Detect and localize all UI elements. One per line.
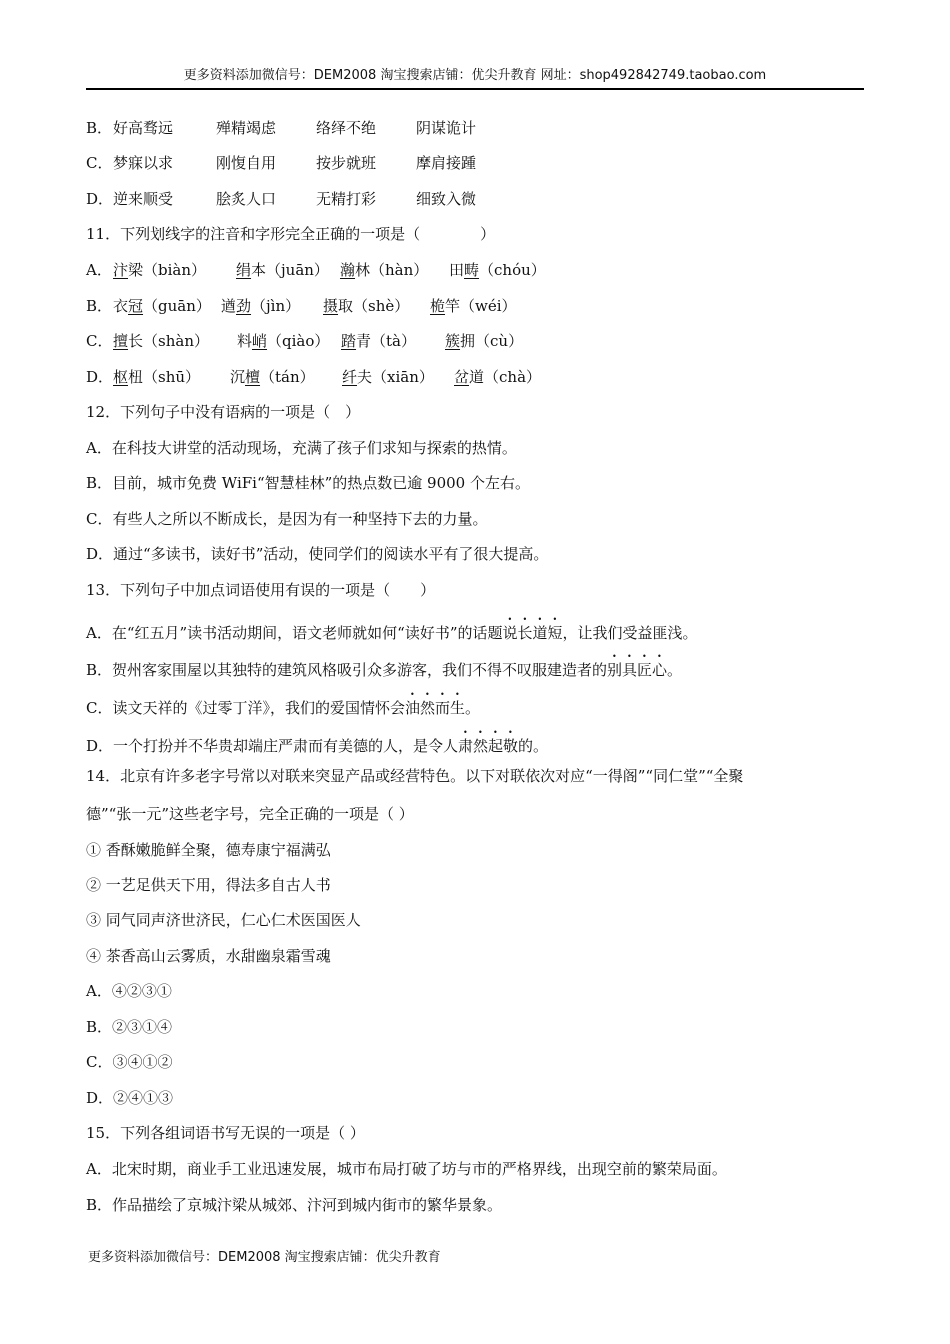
- word: 殚精竭虑: [216, 119, 277, 137]
- word: 络绎不绝: [316, 119, 377, 137]
- option-label: A．: [86, 261, 112, 279]
- option-label: C．: [86, 154, 113, 172]
- word: 无精打彩: [316, 190, 377, 208]
- option-label: B．: [86, 119, 113, 137]
- pinyin-item: 桅竿（wéi）: [430, 297, 517, 315]
- q14-couplet-1: ① 香酥嫩脆鲜全聚，德寿康宁福满弘: [86, 841, 331, 859]
- option-label: D．: [86, 190, 114, 208]
- pinyin-item: 摄取（shè）: [323, 297, 410, 315]
- underlined-char: 摄: [323, 297, 339, 315]
- underlined-char: 簇: [445, 332, 461, 350]
- pinyin-item: 汴梁（biàn）: [113, 261, 207, 279]
- word: 梦寐以求: [113, 154, 174, 172]
- pinyin-item: 纤夫（xiān）: [342, 368, 434, 386]
- word: 脍炙人口: [216, 190, 277, 208]
- q12-option-d: D．通过“多读书，读好书”活动，使同学们的阅读水平有了很大提高。: [86, 545, 549, 563]
- q13-option-c: C．读文天祥的《过零丁洋》，我们的爱国情怀会油然而生。: [86, 699, 481, 717]
- underlined-char: 纤: [342, 368, 358, 386]
- q13-option-a: A．在“红五月”读书活动期间，语文老师就如何“读好书”的话题说长道短，让我们受益匪浅。: [86, 624, 698, 642]
- pinyin-item: 衣冠（guān）: [113, 297, 211, 315]
- q15-option-a: A．北宋时期，商业手工业迅速发展，城市布局打破了坊与市的严格界线，出现空前的繁荣局面。: [86, 1160, 727, 1178]
- q14-option-d: D．②④①③: [86, 1089, 174, 1107]
- q12-option-a: A．在科技大讲堂的活动现场，充满了孩子们求知与探索的热情。: [86, 439, 517, 457]
- page-footer: 更多资料添加微信号：DEM2008 淘宝搜索店铺：优尖升教育: [88, 1250, 441, 1265]
- underlined-char: 擅: [113, 332, 129, 350]
- dotted-phrase: 说长道短: [502, 624, 563, 642]
- q13-option-b: B．贺州客家围屋以其独特的建筑风格吸引众多游客，我们不得不叹服建造者的别具匠心。: [86, 661, 683, 679]
- underlined-char: 峭: [252, 332, 268, 350]
- q11-option-d: [86, 366, 541, 388]
- underlined-char: 汴: [113, 261, 129, 279]
- q10-option-b: [86, 117, 476, 139]
- underlined-char: 桅: [430, 297, 446, 315]
- q14-option-b: B．②③①④: [86, 1018, 173, 1036]
- q15-stem: 15．下列各组词语书写无误的一项是（ ）: [86, 1124, 365, 1142]
- pinyin-item: 瀚林（hàn）: [340, 261, 429, 279]
- q12-stem: 12．下列句子中没有语病的一项是（ ）: [86, 403, 361, 421]
- dotted-phrase: 肃然起敬: [458, 737, 519, 755]
- word: 按步就班: [316, 154, 377, 172]
- underlined-char: 绢: [236, 261, 252, 279]
- underlined-char: 劲: [236, 297, 252, 315]
- q13-stem: 13．下列句子中加点词语使用有误的一项是（ ）: [86, 581, 436, 599]
- q14-stem-line-1: 14．北京有许多老字号常以对联来突显产品或经营特色。以下对联依次对应“一得阁”“同仁堂”“全聚: [86, 767, 744, 785]
- q12-option-b: B．目前，城市免费 WiFi“智慧桂林”的热点数已逾 9000 个左右。: [86, 474, 530, 492]
- dotted-phrase: 别具匠心: [607, 661, 668, 679]
- underlined-char: 畴: [464, 261, 480, 279]
- pinyin-item: 绢本（juān）: [236, 261, 329, 279]
- q10-option-c: [86, 152, 476, 174]
- pinyin-item: 田畴（chóu）: [449, 261, 546, 279]
- word: 好高骛远: [113, 119, 174, 137]
- pinyin-item: 沉檀（tán）: [230, 368, 315, 386]
- pinyin-item: 遒劲（jìn）: [221, 297, 301, 315]
- q13-option-d: D．一个打扮并不华贵却端庄严肃而有美德的人，是令人肃然起敬的。: [86, 737, 549, 755]
- q10-option-d: [86, 188, 476, 210]
- q14-couplet-3: ③ 同气同声济世济民，仁心仁术医国医人: [86, 911, 361, 929]
- q14-option-a: A．④②③①: [86, 982, 172, 1000]
- q14-couplet-2: ② 一艺足供天下用，得法多自古人书: [86, 876, 331, 894]
- pinyin-item: 岔道（chà）: [454, 368, 542, 386]
- word: 细致入微: [416, 190, 477, 208]
- underlined-char: 岔: [454, 368, 470, 386]
- word: 摩肩接踵: [416, 154, 477, 172]
- underlined-char: 瀚: [340, 261, 356, 279]
- q14-couplet-4: ④ 茶香高山云雾质，水甜幽泉霜雪魂: [86, 947, 331, 965]
- underlined-char: 檀: [245, 368, 261, 386]
- q11-option-b: [86, 295, 517, 317]
- q14-option-c: C．③④①②: [86, 1053, 173, 1071]
- word: 刚愎自用: [216, 154, 277, 172]
- word: 阴谋诡计: [416, 119, 477, 137]
- underlined-char: 踏: [341, 332, 357, 350]
- option-label: C．: [86, 332, 113, 350]
- underlined-char: 枢: [113, 368, 129, 386]
- q11-option-c: [86, 330, 523, 352]
- pinyin-item: 踏青（tà）: [341, 332, 416, 350]
- dotted-phrase: 油然而生: [404, 699, 465, 717]
- option-label: B．: [86, 297, 113, 315]
- page-header: 更多资料添加微信号：DEM2008 淘宝搜索店铺：优尖升教育 网址：shop492842749.taobao.com: [86, 66, 864, 90]
- pinyin-item: 擅长（shàn）: [113, 332, 209, 350]
- q11-stem: 11．下列划线字的注音和字形完全正确的一项是（ ）: [86, 225, 496, 243]
- pinyin-item: 料峭（qiào）: [237, 332, 330, 350]
- pinyin-item: 枢杻（shū）: [113, 368, 201, 386]
- pinyin-item: 簇拥（cù）: [445, 332, 524, 350]
- word: 逆来顺受: [113, 190, 174, 208]
- q15-option-b: B．作品描绘了京城汴梁从城郊、汴河到城内街市的繁华景象。: [86, 1196, 503, 1214]
- q14-stem-line-2: 德”“张一元”这些老字号，完全正确的一项是（ ）: [86, 805, 414, 823]
- option-label: D．: [86, 368, 114, 386]
- q12-option-c: C．有些人之所以不断成长，是因为有一种坚持下去的力量。: [86, 510, 488, 528]
- q11-option-a: [86, 259, 546, 281]
- underlined-char: 冠: [128, 297, 144, 315]
